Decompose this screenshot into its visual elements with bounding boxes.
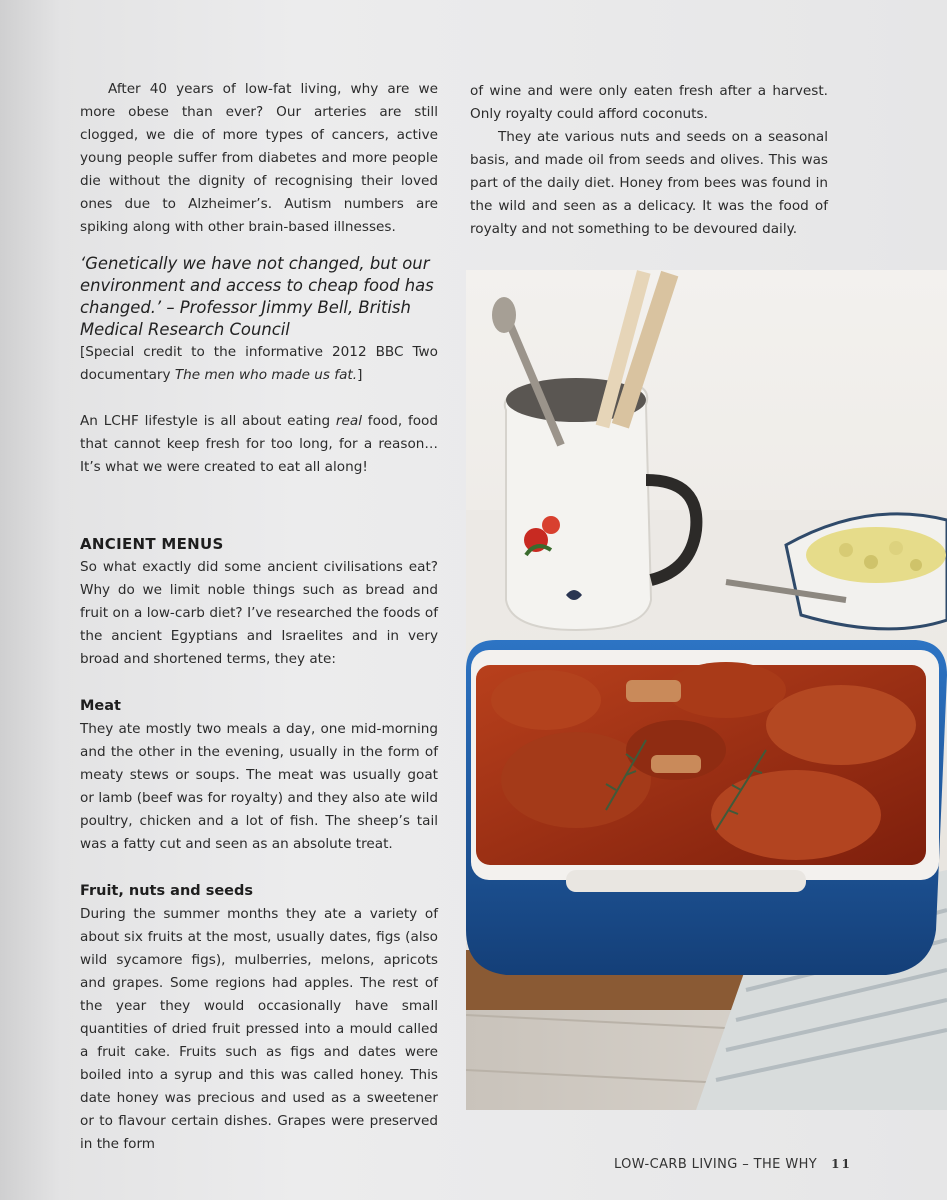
running-title: LOW-CARB LIVING – THE WHY [614,1157,818,1172]
meat-heading: Meat [80,698,121,714]
nuts-paragraph: They ate various nuts and seeds on a seasonal basis, and made oil from seeds and olives. This was part of the daily diet. Honey from bees was found in the wild and seen as a delicacy. It was the food of royalty and not something to be devoured daily. [470,129,828,237]
page-footer [614,1157,852,1181]
section-intro: So what exactly did some ancient civilisations eat? Why do we limit noble things such as bread and fruit on a low-carb diet? I’ve researched the foods of the ancient Egyptians and Israelites and in very broad and shortened terms, they ate: [80,559,438,667]
documentary-title: The men who made us fat. [174,367,358,383]
right-column [470,80,828,241]
lchf-prefix: An LCHF lifestyle is all about eating [80,413,336,429]
stew-photo-illustration [466,270,947,1110]
credit-prefix: [Special credit to the informative 2012 BBC Two documentary [80,344,438,383]
documentary-credit [80,341,438,387]
page-number: 11 [831,1157,852,1171]
lchf-paragraph [80,410,438,479]
intro-paragraph: After 40 years of low-fat living, why are we more obese than ever? Our arteries are still clogged, we die of more types of cancers, active young people suffer from diabetes and more people die without the dignity of recognising their loved ones due to Alzheimer’s. Autism numbers are spiking along with other brain-based illnesses. [80,81,438,235]
pull-quote: ‘Genetically we have not changed, but our environment and access to cheap food has changed.’ – Professor Jimmy Bell, British Medical Research Council [80,254,434,339]
meat-paragraph: They ate mostly two meals a day, one mid-morning and the other in the evening, usually in the form of meaty stews or soups. The meat was usually goat or lamb (beef was for royalty) and they also ate wild poultry, chicken and a lot of fish. The sheep’s tail was a fatty cut and seen as an absolute treat. [80,721,438,852]
food-photo [466,270,947,1110]
lchf-suffix: food, food that cannot keep fresh for too long, for a reason… It’s what we were created to eat all along! [80,413,438,475]
fruit-heading: Fruit, nuts and seeds [80,883,254,899]
left-column [80,78,438,1156]
continuation-paragraph: of wine and were only eaten fresh after a harvest. Only royalty could afford coconuts. [470,83,828,122]
lchf-emphasis: real [335,413,362,429]
credit-suffix: ] [357,367,363,383]
fruit-paragraph: During the summer months they ate a variety of about six fruits at the most, usually dates, figs (also wild sycamore figs), mulberries, melons, apricots and grapes. Some regions had apples. The rest of the year they would occasionally have small quantities of dried fruit pressed into a mould called a fruit cake. Fruits such as figs and dates were boiled into a syrup and this was called honey. This date honey was precious and used as a sweetener or to flavour certain dishes. Grapes were preserved in the form [80,906,438,1152]
section-heading: ANCIENT MENUS [80,535,224,553]
